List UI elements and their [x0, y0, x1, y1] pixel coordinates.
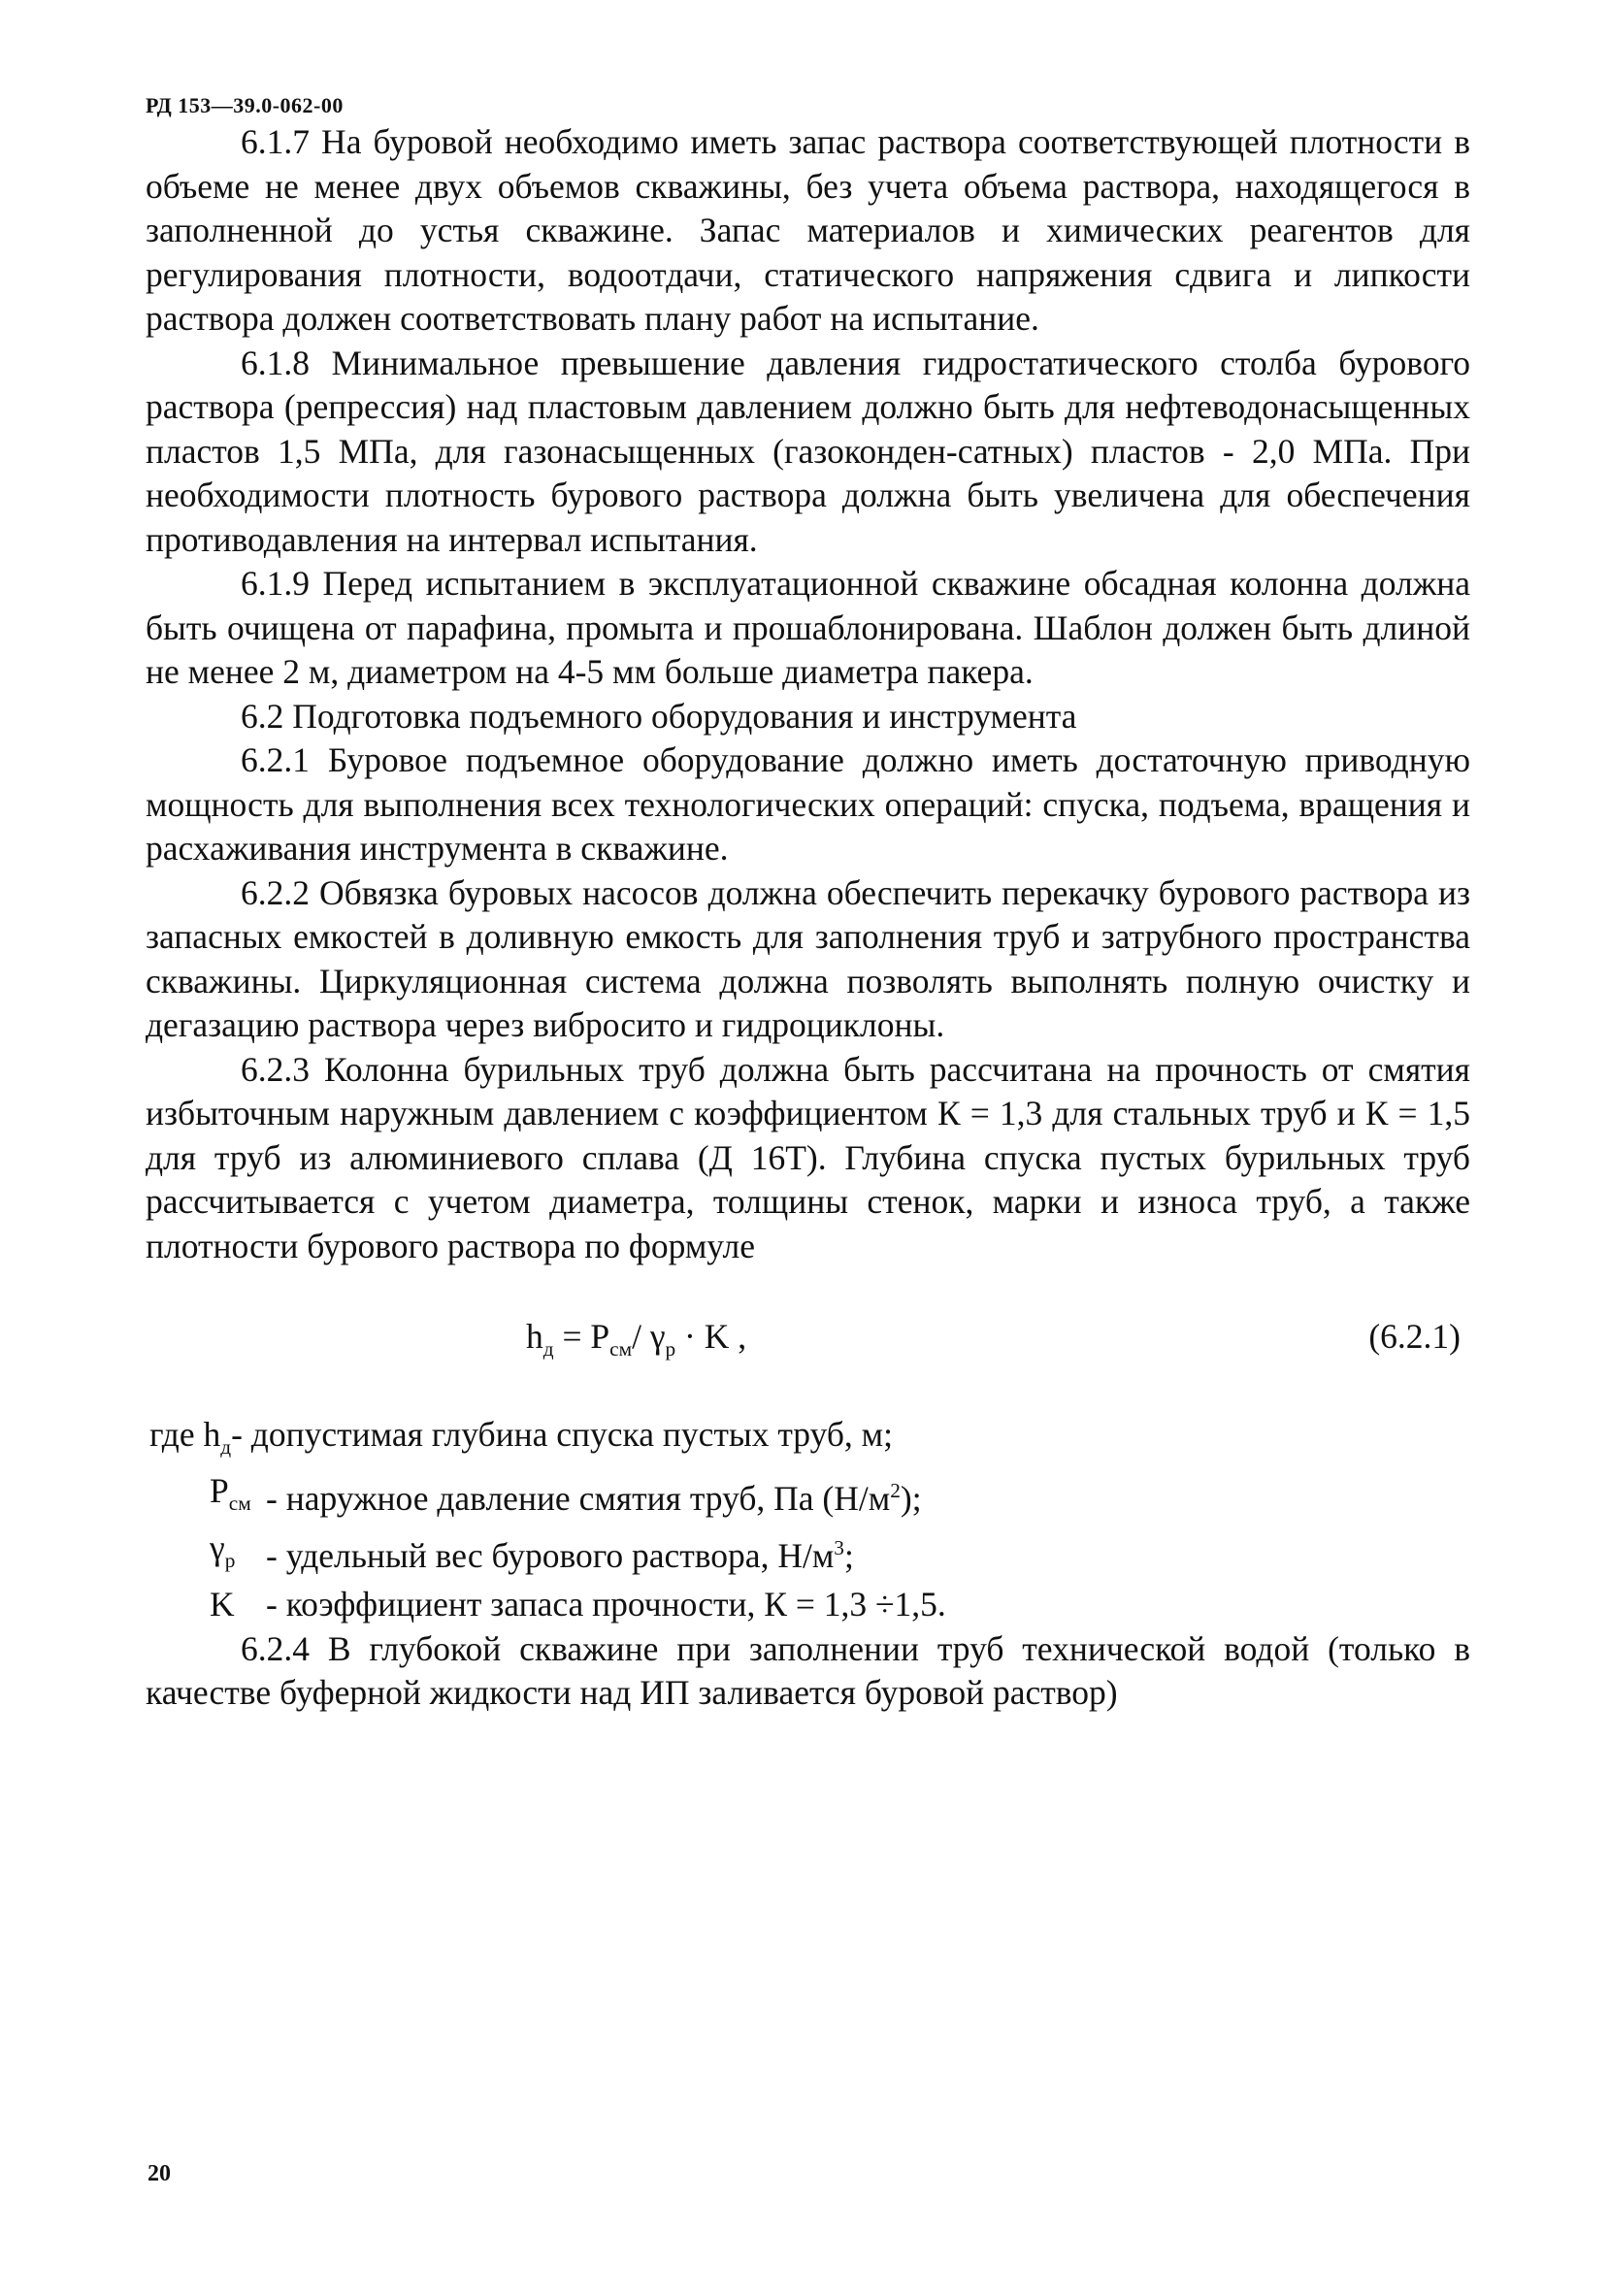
definition-h: где $h_д$ - допустимая глубина спуска пустых труб, м;: [149, 1414, 893, 1459]
formula-expression: $h_д = P_{см}/$ $\gamma_р \cdot K$ ,: [526, 1317, 747, 1361]
definition-k: K - коэффициент запаса прочности, К = 1,3 ÷1,5.: [210, 1585, 946, 1624]
paragraph-6-2-3: 6.2.3 Колонна бурильных труб должна быть рассчитана на прочность от смятия избыточным наружным давлением с коэффициентом К = 1,3 для стальных труб и К = 1,5 для труб из алюминиевого сплава (Д 16Т). Глубина спуска пустых бурильных труб рассчитывается с учетом диаметра, толщины стенок, марки и износа труб, а также плотности бурового раствора по формуле: [146, 1049, 1470, 1265]
definition-p: $P_{см}$ - наружное давление смятия труб, Па $(Н/м^2)$;: [210, 1471, 922, 1519]
paragraph-6-2-4: 6.2.4 В глубокой скважине при заполнении труб технической водой (только в качестве буферной жидкости над ИП заливается буровой раствор): [146, 1628, 1470, 1713]
paragraph-6-1-9: 6.1.9 Перед испытанием в эксплуатационной скважине обсадная колонна должна быть очищена от парафина, промыта и прошаблонирована. Шаблон должен быть длиной не менее 2 м, диаметром на 4-5 мм больше диаметра пакера.: [146, 564, 1470, 691]
section-title-6-2: 6.2 Подготовка подъемного оборудования и инструмента: [241, 696, 1077, 736]
definition-gamma: $\gamma_р$ - удельный вес бурового раствора, $Н/м^3$;: [210, 1527, 854, 1575]
formula-number: (6.2.1): [1368, 1317, 1461, 1356]
formula-6-2-1: [146, 1315, 1470, 1372]
formula-definitions: [146, 1413, 1470, 1627]
paragraph-6-1-7: 6.1.7 На буровой необходимо иметь запас раствора соответствующей плотности в объеме не менее двух объемов скважины, без учета объема раствора, находящегося в заполненной до устья скважине. Запас материалов и химических реагентов для регулирования плотности, водоотдачи, статического напряжения сдвига и липкости раствора должен соответствовать плану работ на испытание.: [146, 122, 1470, 338]
page-number: 20: [148, 2161, 171, 2186]
document-code-header: РД 153—39.0-062-00: [146, 93, 344, 117]
paragraph-6-2-1: 6.2.1 Буровое подъемное оборудование должно иметь достаточную приводную мощность для выполнения всех технологических операций: спуска, подъема, вращения и расхаживания инструмента в скважине.: [146, 740, 1470, 868]
document-body: [146, 120, 1470, 1716]
paragraph-6-1-8: 6.1.8 Минимальное превышение давления гидростатического столба бурового раствора (репрессия) над пластовым давлением должно быть для нефтеводонасыщенных пластов 1,5 МПа, для газонасыщенных (газоконден-сатных) пластов - 2,0 МПа. При необходимости плотность бурового раствора должна быть увеличена для обеспечения противодавления на интервал испытания.: [146, 343, 1470, 559]
paragraph-6-2-2: 6.2.2 Обвязка буровых насосов должна обеспечить перекачку бурового раствора из запасных емкостей в доливную емкость для заполнения труб и затрубного пространства скважины. Циркуляционная система должна позволять выполнять полную очистку и дегазацию раствора через вибросито и гидроциклоны.: [146, 872, 1470, 1044]
